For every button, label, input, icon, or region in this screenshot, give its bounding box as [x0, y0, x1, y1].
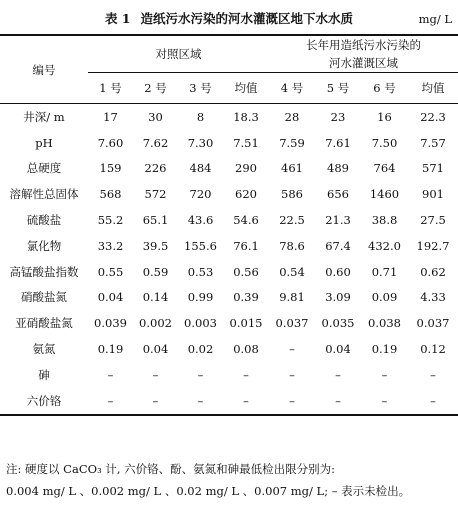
- table-cell: 9.81: [279, 290, 305, 305]
- column-header: 均值: [234, 81, 258, 95]
- table-cell: 0.015: [229, 316, 263, 331]
- table-cell: 0.04: [142, 342, 169, 357]
- table-cell: 43.6: [187, 213, 214, 228]
- table-cell: 7.60: [97, 135, 124, 150]
- row-label: 六价铬: [26, 393, 62, 408]
- table-cell: 7.59: [279, 135, 305, 150]
- table-row: [0, 130, 458, 156]
- table-cell: –: [197, 367, 204, 382]
- column-header: 4 号: [280, 81, 304, 95]
- table-cell: 0.039: [94, 316, 127, 331]
- table-cell: 76.1: [233, 238, 259, 253]
- table-number: 表 1: [104, 11, 131, 26]
- table-cell: 226: [144, 161, 167, 176]
- table-cell: 55.2: [97, 213, 124, 228]
- note-line-2: 0.004 mg/ L 、0.002 mg/ L 、0.02 mg/ L 、0.007 mg/ L; – 表示未检出。: [6, 484, 411, 498]
- table-cell: 7.50: [371, 135, 398, 150]
- table-cell: 7.30: [187, 135, 214, 150]
- group-header-polluted: [269, 35, 458, 73]
- table-cell: 28: [284, 109, 300, 124]
- table-cell: 0.003: [184, 316, 217, 331]
- column-header: 5 号: [326, 81, 350, 95]
- table-row: [0, 207, 458, 233]
- row-label: pH: [35, 135, 53, 150]
- table-cell: 0.12: [420, 342, 446, 357]
- table-cell: 0.19: [97, 342, 124, 357]
- table-cell: 0.54: [279, 264, 305, 279]
- table-row: [0, 104, 458, 130]
- column-header: 1 号: [99, 81, 122, 95]
- table-cell: –: [152, 367, 159, 382]
- table-title: [0, 10, 458, 28]
- table-body: [0, 104, 458, 415]
- row-label: 硝酸盐氮: [21, 290, 67, 305]
- table-cell: 0.037: [416, 316, 450, 331]
- column-header: 均值: [421, 81, 445, 95]
- table-cell: 159: [99, 161, 122, 176]
- row-label: 亚硝酸盐氮: [15, 316, 73, 331]
- table-cell: 78.6: [279, 238, 305, 253]
- table-cell: 0.09: [371, 290, 398, 305]
- table-cell: 0.39: [233, 290, 259, 305]
- table-cell: –: [381, 367, 388, 382]
- group-header-control: [88, 35, 269, 73]
- table-row: [0, 156, 458, 182]
- table-row: [0, 233, 458, 259]
- row-label: 总硬度: [26, 161, 62, 176]
- table-unit: mg/ L: [418, 12, 452, 26]
- table-cell: 0.99: [187, 290, 214, 305]
- table-cell: 7.57: [420, 135, 446, 150]
- table-cell: 27.5: [420, 213, 446, 228]
- table-cell: 17: [103, 109, 118, 124]
- row-label: 高锰酸盐指数: [9, 264, 79, 279]
- table-row: [0, 310, 458, 336]
- table-row: [0, 259, 458, 285]
- table-cell: –: [243, 393, 249, 408]
- group-polluted-label-2: 河水灌溉区域: [329, 56, 398, 70]
- table-cell: 0.60: [325, 264, 351, 279]
- table-cell: –: [335, 393, 341, 408]
- table-cell: 620: [235, 187, 257, 202]
- table-cell: 7.51: [233, 135, 259, 150]
- row-label: 溶解性总固体: [9, 187, 79, 202]
- table-cell: 489: [327, 161, 349, 176]
- table-cell: 0.035: [321, 316, 355, 331]
- table-caption: [0, 10, 458, 28]
- header-row-groups: [0, 35, 458, 73]
- table-cell: 0.53: [187, 264, 214, 279]
- table-cell: 22.3: [420, 109, 446, 124]
- table-cell: 0.02: [187, 342, 214, 357]
- table-row: [0, 388, 458, 415]
- table-cell: 484: [189, 161, 212, 176]
- group-control-label: 对照区域: [155, 47, 202, 61]
- table-cell: 192.7: [416, 238, 450, 253]
- table-cell: 38.8: [371, 213, 398, 228]
- table-cell: –: [335, 367, 341, 382]
- column-header: 2 号: [144, 81, 167, 95]
- table-cell: 30: [148, 109, 163, 124]
- table-cell: –: [289, 393, 295, 408]
- row-label: 砷: [38, 367, 50, 382]
- table-cell: 461: [281, 161, 303, 176]
- table-cell: 586: [281, 187, 303, 202]
- table-cell: 656: [327, 187, 349, 202]
- row-label: 氯化物: [26, 238, 62, 253]
- table-cell: –: [243, 367, 249, 382]
- row-label: 井深/ m: [23, 109, 65, 124]
- table-title-text: 造纸污水污染的河水灌溉区地下水水质: [140, 11, 354, 26]
- table-cell: 0.002: [139, 316, 172, 331]
- table-cell: 0.04: [97, 290, 124, 305]
- table-cell: 0.59: [142, 264, 169, 279]
- table-cell: 290: [235, 161, 257, 176]
- water-quality-table: [0, 34, 458, 416]
- table-cell: 0.71: [371, 264, 398, 279]
- table-cell: 54.6: [233, 213, 259, 228]
- table-cell: 4.33: [420, 290, 446, 305]
- table-cell: 0.08: [233, 342, 259, 357]
- table-cell: 39.5: [142, 238, 169, 253]
- table-cell: –: [152, 393, 159, 408]
- table-cell: 432.0: [368, 238, 401, 253]
- table-row: [0, 336, 458, 362]
- table-cell: –: [107, 393, 114, 408]
- table-cell: –: [430, 367, 436, 382]
- table-cell: 23: [330, 109, 346, 124]
- group-polluted-label-1: 长年用造纸污水污染的: [306, 38, 421, 52]
- table-cell: –: [430, 393, 436, 408]
- table-cell: 8: [196, 109, 205, 124]
- table-cell: 572: [144, 187, 167, 202]
- table-cell: 0.04: [325, 342, 351, 357]
- table-cell: 16: [377, 109, 392, 124]
- table-cell: 67.4: [325, 238, 351, 253]
- table-cell: 901: [422, 187, 444, 202]
- table-cell: 22.5: [279, 213, 305, 228]
- table-row: [0, 362, 458, 388]
- table-cell: 764: [373, 161, 396, 176]
- table-cell: 0.038: [368, 316, 401, 331]
- table-cell: 65.1: [142, 213, 169, 228]
- table-cell: 3.09: [325, 290, 351, 305]
- table-cell: 568: [99, 187, 122, 202]
- column-header: 3 号: [189, 81, 212, 95]
- table-cell: –: [381, 393, 388, 408]
- row-label-header: 编号: [32, 62, 56, 77]
- table-cell: 7.62: [142, 135, 169, 150]
- row-label: 硫酸盐: [26, 213, 62, 228]
- table-cell: 0.14: [142, 290, 169, 305]
- table-cell: 0.62: [420, 264, 446, 279]
- note-line-1: 注: 硬度以 CaCO₃ 计, 六价铬、酚、氨氮和砷最低检出限分别为:: [6, 462, 336, 476]
- table-cell: 18.3: [233, 109, 259, 124]
- table-cell: 0.55: [97, 264, 124, 279]
- table-row: [0, 181, 458, 207]
- table-cell: 155.6: [184, 238, 217, 253]
- row-label: 氨氮: [32, 342, 56, 357]
- table-cell: 1460: [369, 187, 400, 202]
- table-cell: –: [197, 393, 204, 408]
- table-cell: 720: [189, 187, 212, 202]
- column-header: 6 号: [373, 81, 396, 95]
- table-cell: 33.2: [97, 238, 124, 253]
- table-note: [6, 458, 454, 502]
- table-cell: 7.61: [325, 135, 351, 150]
- table-cell: –: [107, 367, 114, 382]
- table-cell: 0.56: [233, 264, 259, 279]
- table-cell: 0.037: [275, 316, 309, 331]
- table-cell: 21.3: [325, 213, 351, 228]
- table-cell: 571: [422, 161, 444, 176]
- table-cell: –: [289, 342, 295, 357]
- table-cell: 0.19: [371, 342, 398, 357]
- table-cell: –: [289, 367, 295, 382]
- table-row: [0, 285, 458, 311]
